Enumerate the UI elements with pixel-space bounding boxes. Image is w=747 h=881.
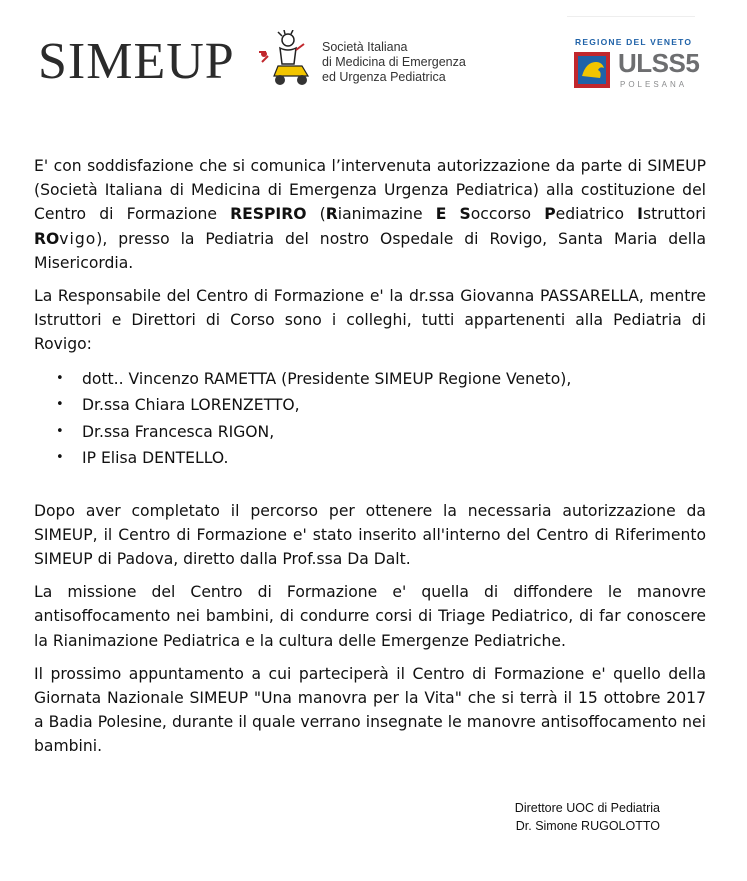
acronym-r: R: [325, 205, 338, 224]
acronym-space: [446, 205, 459, 223]
acronym-word-4: struttori: [642, 205, 707, 224]
acronym-word-2: occorso: [470, 205, 545, 224]
polesana-text: POLESANA: [620, 80, 688, 89]
staff-list: [34, 366, 706, 472]
signature-block: [500, 799, 660, 835]
signature-name: Dr. Simone RUGOLOTTO: [515, 819, 660, 833]
acronym-e: E: [435, 205, 447, 224]
acronym-word-1: ianimazine: [337, 205, 436, 224]
letterhead: [0, 0, 747, 110]
letter-body: [34, 154, 706, 768]
list-item: [64, 366, 706, 393]
list-item-text: dott.. Vincenzo RAMETTA (Presidente SIMEUP Regione Veneto),: [82, 369, 572, 388]
paragraph-padova: Dopo aver completato il percorso per ottenere la necessaria autorizzazione da SIMEUP, il Centro di Formazione e' stato inserito all'interno del Centro di Riferimento SIMEUP di Padova, diretto dalla Prof.ssa Da Dalt.: [34, 501, 706, 569]
veneto-lion-flag-icon: [574, 52, 610, 88]
region-title: REGIONE DEL VENETO: [575, 37, 693, 47]
society-line-1: Società Italiana: [322, 40, 408, 54]
paragraph-staff: La Responsabile del Centro di Formazione e' la dr.ssa Giovanna PASSARELLA, mentre Istruttori e Direttori di Corso sono i colleghi, tutti appartenenti alla Pediatria di Rovigo:: [34, 287, 706, 354]
respiro-name: RESPIRO: [230, 205, 307, 224]
list-item: [64, 392, 706, 419]
society-name: [322, 40, 466, 85]
list-item: [64, 445, 706, 472]
acronym-word-5: vigo: [59, 229, 97, 248]
ulss-logo-text: ULSS5: [618, 48, 700, 78]
acronym-s: S: [459, 205, 471, 224]
p1-text-b: ), presso la Pediatria del nostro Ospedale di Rovigo, Santa Maria della Misericordia.: [34, 229, 706, 272]
signature-role: Direttore UOC di Pediatria: [514, 801, 660, 815]
paragraph-next-event: Il prossimo appuntamento a cui parteciperà il Centro di Formazione e' quello della Giornata Nazionale SIMEUP "Una manovra per la Vita" che si terrà il 15 ottobre 2017 a Badia Polesine, durante il quale verrano insegnate le manovre antisoffocamento nei bambini.: [34, 664, 706, 756]
list-item-text: Dr.ssa Chiara LORENZETTO,: [82, 396, 300, 415]
society-line-3: ed Urgenza Pediatrica: [322, 70, 446, 84]
p1-text-a: E' con soddisfazione che si comunica l’intervenuta autorizzazione da parte di SIMEUP (Società Italiana di Medicina di Emergenza Urgenza Pediatrica) alla costituzione del Centro di Formazione: [34, 157, 706, 224]
simeup-logo-text: SIMEUP: [38, 33, 235, 90]
list-item-text: IP Elisa DENTELLO.: [82, 449, 229, 468]
acronym-i: I: [637, 205, 643, 224]
p1-paren: (: [306, 205, 326, 224]
paragraph-authorization: [34, 154, 706, 275]
society-line-2: di Medicina di Emergenza: [322, 55, 466, 69]
list-item-text: Dr.ssa Francesca RIGON,: [82, 422, 275, 441]
acronym-word-3: ediatrico: [555, 205, 638, 224]
acronym-p: P: [544, 205, 556, 224]
spacer: [34, 472, 706, 499]
list-item: [64, 419, 706, 446]
paragraph-mission: La missione del Centro di Formazione e' quella di diffondere le manovre antisoffocamento nei bambini, di condurre corsi di Triage Pediatrico, di far conoscere la Rianimazione Pediatrica e la cultura delle Emergenze Pediatriche.: [34, 583, 706, 650]
acronym-ro: RO: [34, 229, 60, 248]
simeup-mascot-icon: [258, 30, 310, 88]
